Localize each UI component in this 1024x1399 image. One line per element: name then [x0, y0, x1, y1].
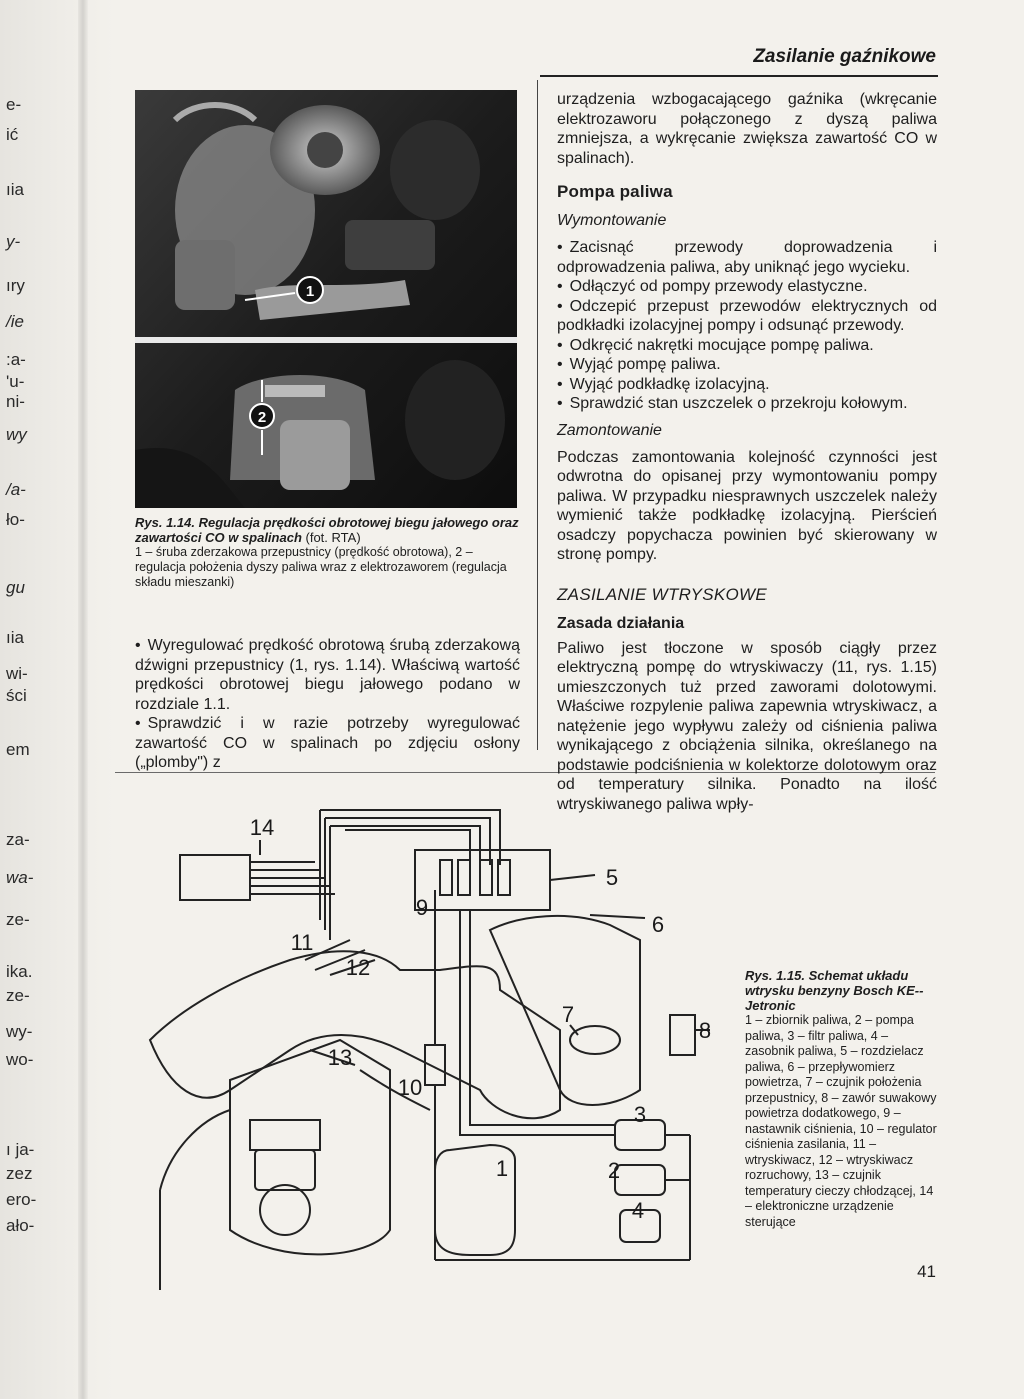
figure-1-15-caption	[745, 968, 940, 1230]
margin-fragment: wo-	[6, 1050, 34, 1069]
principle-paragraph: Paliwo jest tłoczone w sposób ciągły przez elektryczną pompę do wtryskiwaczy (11, rys. 1.15) umieszczonych tuż przed zaworami dolotowymi. Właściwe rozpylenie paliwa zapewnia wtryskiwacz, a natężenie jego wypływu zależy od ciśnienia paliwa wynikającego z obciążenia silnika, określanego na podstawie podciśnienia w kolektorze dolotowym oraz od temperatury silnika. Ponadto na ilość wtryskiwanego paliwa wpły-	[557, 639, 937, 813]
margin-fragment: wy-	[6, 1022, 33, 1041]
removal-step: • Wyjąć podkładkę izolacyjną.	[557, 375, 937, 395]
schema-label-8: 8	[698, 1018, 712, 1043]
margin-fragment: 'u-	[6, 372, 25, 391]
right-column	[557, 90, 937, 814]
margin-fragment: ało-	[6, 1216, 35, 1235]
schema-label-13: 13	[327, 1045, 353, 1070]
binding-shadow	[78, 0, 88, 1399]
removal-step: • Odkręcić nakrętki mocujące pompę paliwa.	[557, 336, 937, 356]
margin-fragment: wa-	[6, 868, 34, 887]
margin-fragment: :a-	[6, 350, 26, 369]
margin-fragment: ze-	[6, 986, 30, 1005]
engine-photo	[135, 90, 517, 508]
subheading-removal: Wymontowanie	[557, 212, 667, 229]
page-header-title: Zasilanie gaźnikowe	[753, 46, 936, 67]
intro-paragraph: urządzenia wzbogacającego gaźnika (wkręcanie elektrozaworu połączonego z dyszą paliwa zmniejsza, a wykręcanie zwiększa zawartość CO w spalinach).	[557, 91, 937, 167]
figure-title: Rys. 1.14. Regulacja prędkości obrotowej biegu jałowego oraz zawartości CO w spalinach	[135, 515, 519, 545]
photo-callout-2: 2	[257, 409, 267, 426]
page-number: 41	[917, 1262, 936, 1281]
schema-label-6: 6	[651, 912, 665, 937]
subheading-principle: Zasada działania	[557, 614, 685, 632]
margin-fragment: /ie	[6, 312, 24, 331]
heading-injection: ZASILANIE WTRYSKOWE	[557, 584, 768, 604]
schema-label-9: 9	[415, 895, 429, 920]
paragraph-co-check: • Sprawdzić i w razie potrzeby wyregulować zawartość CO w spalinach po zdjęciu osłony („plomby") z	[135, 714, 520, 773]
control-unit-box	[180, 855, 250, 900]
column-divider	[537, 80, 538, 750]
removal-step: • Zacisnąć przewody doprowadzenia i odprowadzenia paliwa, aby uniknąć jego wycieku.	[557, 238, 937, 277]
margin-fragment: ło-	[6, 510, 25, 529]
margin-fragment: ı ja-	[6, 1140, 35, 1159]
margin-fragment: zez	[6, 1164, 33, 1183]
margin-fragment: ıry	[6, 276, 25, 295]
margin-fragment: ni-	[6, 392, 25, 411]
schema-label-2: 2	[607, 1158, 621, 1183]
margin-fragment: gu	[6, 578, 25, 597]
figure-legend: 1 – śruba zderzakowa przepustnicy (prędkość obrotowa), 2 – regulacja położenia dyszy paliwa wraz z elektrozaworem (regulacja składu mieszanki)	[135, 545, 507, 589]
removal-steps	[557, 238, 937, 414]
fuel-pump-shape	[615, 1165, 665, 1195]
margin-fragment: /a-	[6, 480, 26, 499]
margin-fragment: ić	[6, 125, 19, 144]
subheading-installation: Zamontowanie	[557, 421, 662, 439]
photo-callout-1: 1	[305, 283, 315, 300]
schema-label-3: 3	[633, 1102, 647, 1127]
schema-label-14: 14	[249, 815, 275, 840]
figure-legend: 1 – zbiornik paliwa, 2 – pompa paliwa, 3 – filtr paliwa, 4 – zasobnik paliwa, 5 – rozdzielacz paliwa, 6 – przepływomierz powietrza, 7 – czujnik położenia przepustnicy, 8 – zawór suwakowy powietrza dodatkowego, 9 – nastawnik ciśnienia, 10 – regulator ciśnienia zasilania, 11 – wtryskiwacz, 12 – wtryskiwacz rozruchowy, 13 – czujnik temperatury cieczy chłodzącej, 14 – elektroniczne urządzenie sterujące	[745, 1013, 937, 1229]
margin-fragment: ści	[6, 686, 27, 705]
removal-step: • Sprawdzić stan uszczelek o przekroju kołowym.	[557, 394, 937, 414]
figure-source: (fot. RTA)	[305, 530, 361, 545]
removal-step: • Odczepić przepust przewodów elektrycznych od podkładki izolacyjnej pompy i odsunąć przewody.	[557, 297, 937, 336]
margin-fragment: em	[6, 740, 30, 759]
schema-label-5: 5	[605, 865, 619, 890]
left-column-text	[135, 636, 520, 773]
margin-fragment: ika.	[6, 962, 33, 981]
schema-label-10: 10	[397, 1075, 423, 1100]
margin-fragment: y-	[6, 232, 21, 251]
removal-step: • Wyjąć pompę paliwa.	[557, 355, 937, 375]
margin-fragment: wi-	[6, 664, 28, 683]
schema-label-4: 4	[631, 1198, 645, 1223]
margin-fragment: ero-	[6, 1190, 37, 1209]
header-rule	[540, 75, 938, 77]
schema-label-11: 11	[290, 930, 314, 955]
paragraph-idle-speed: • Wyregulować prędkość obrotową śrubą zderzakową dźwigni przepustnicy (1, rys. 1.14). Właściwą wartość prędkości obrotowej biegu jałowego podano w rozdziale 1.1.	[135, 636, 520, 714]
figure-1-14-caption	[135, 515, 520, 590]
removal-step: • Odłączyć od pompy przewody elastyczne.	[557, 277, 937, 297]
schema-label-12: 12	[345, 955, 371, 980]
heading-fuel-pump: Pompa paliwa	[557, 182, 673, 201]
margin-fragment: za-	[6, 830, 30, 849]
margin-fragment: ıia	[6, 628, 24, 647]
schema-label-1: 1	[495, 1156, 509, 1181]
margin-fragment: e-	[6, 95, 22, 114]
margin-fragment: ıia	[6, 180, 24, 199]
figure-title: Rys. 1.15. Schemat układu wtrysku benzyny Bosch KE--Jetronic	[745, 968, 924, 1013]
margin-fragment: wy	[6, 425, 27, 444]
injection-schematic	[140, 790, 740, 1320]
margin-fragment: ze-	[6, 910, 30, 929]
installation-paragraph: Podczas zamontowania kolejność czynności jest odwrotna do opisanej przy wymontowaniu pompy paliwa. W przypadku niesprawnych uszczelek należy wymienić także podkładkę izolacyjną. Pierścień osadczy popychacza powinien być skierowany w stronę pompy.	[557, 448, 937, 563]
schema-label-7: 7	[561, 1002, 575, 1027]
